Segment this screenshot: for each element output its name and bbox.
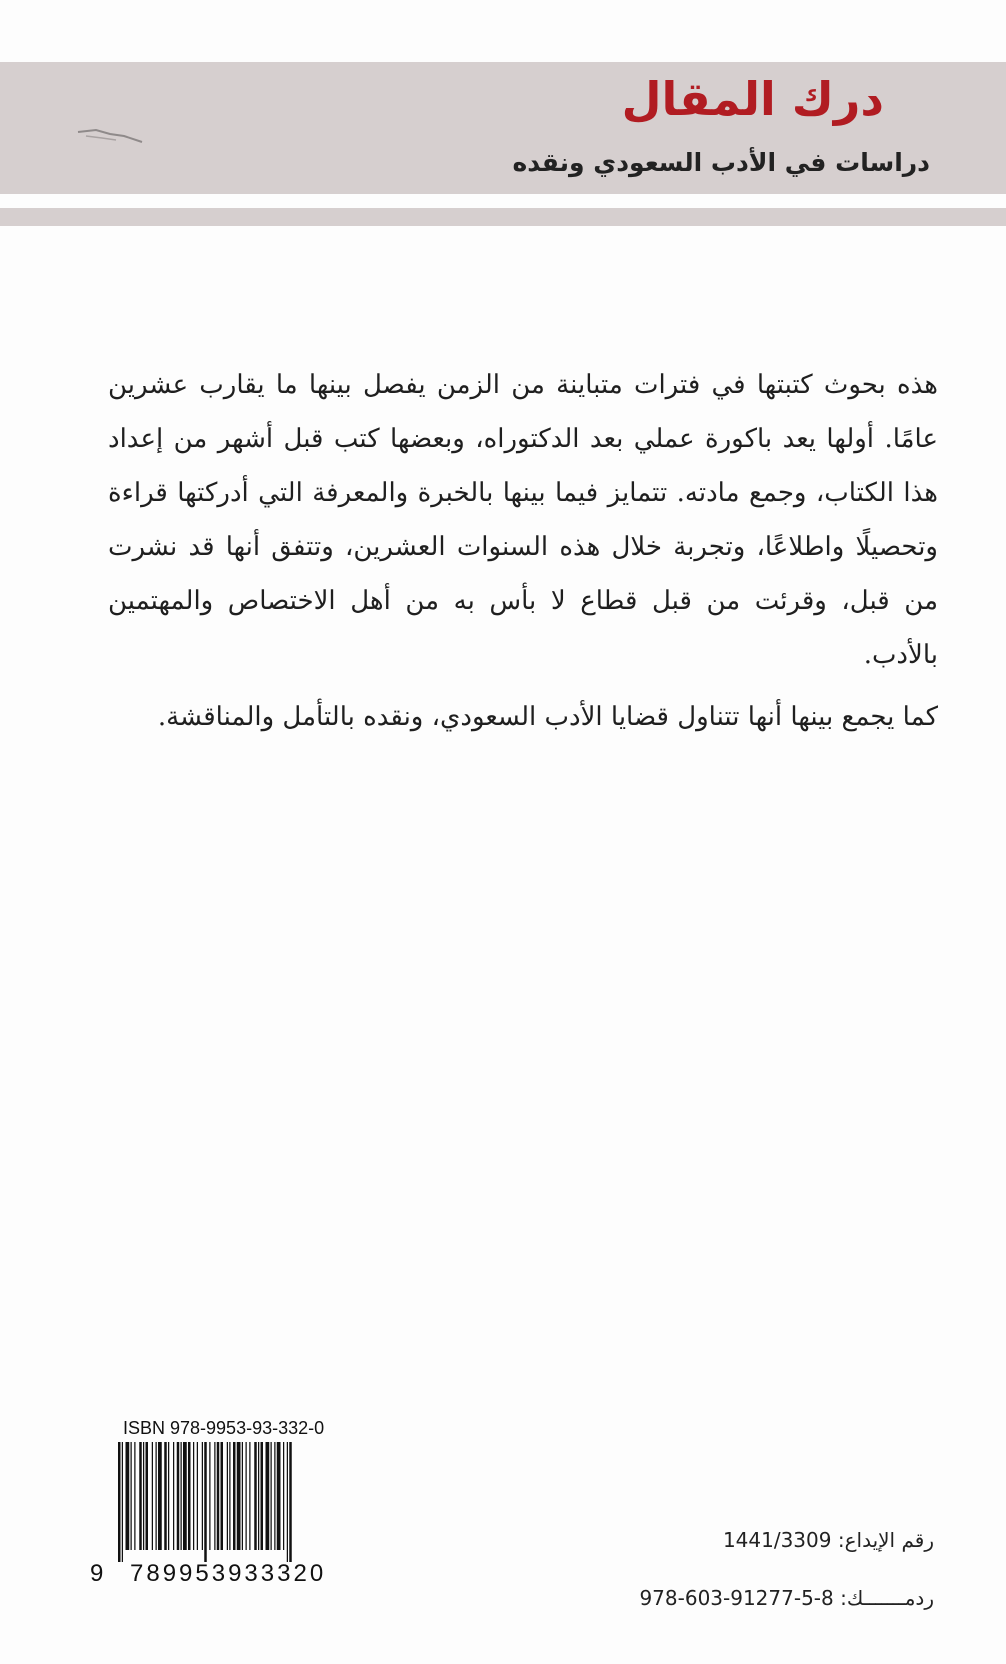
barcode-bar (118, 1442, 121, 1562)
barcode-bar (156, 1442, 157, 1550)
barcode-bar (274, 1442, 275, 1550)
book-title: درك المقال (621, 72, 884, 126)
barcode-bar (164, 1442, 167, 1550)
barcode-bar (258, 1442, 259, 1550)
barcode-bar (289, 1442, 292, 1562)
barcode-bar (227, 1442, 228, 1550)
barcode-isbn-label: ISBN 978-9953-93-332-0 (123, 1418, 325, 1438)
deposit-number (723, 1528, 934, 1552)
barcode-bar (122, 1442, 123, 1562)
blurb-paragraph-2: كما يجمع بينها أنها تتناول قضايا الأدب السعودي، ونقده بالتأمل والمناقشة. (157, 702, 938, 732)
barcode-image (118, 1442, 386, 1562)
barcode-bar (173, 1442, 174, 1550)
barcode-bar (214, 1442, 215, 1550)
barcode-bar (217, 1442, 220, 1550)
barcode-bar (229, 1442, 230, 1550)
barcode-bar (126, 1442, 130, 1550)
barcode-digits: 789953933320 (130, 1560, 327, 1587)
barcode-bar (202, 1442, 203, 1550)
barcode-bar (261, 1442, 264, 1550)
barcode-bar (209, 1442, 210, 1550)
barcode-bar (283, 1442, 284, 1550)
header-stripe (0, 208, 1006, 226)
isbn-ar-label: ردمـــــــك: (840, 1586, 934, 1610)
barcode-bar (181, 1442, 182, 1550)
barcode-bar (158, 1442, 162, 1550)
barcode-bar (177, 1442, 180, 1550)
barcode-bar (287, 1442, 288, 1562)
isbn-line (639, 1586, 934, 1610)
barcode-bar (277, 1442, 281, 1550)
barcode-bar (204, 1442, 207, 1562)
barcode-bar (237, 1442, 241, 1550)
barcode-bar (233, 1442, 236, 1550)
deposit-value: 1441/3309 (722, 1528, 832, 1552)
barcode-bar (246, 1442, 247, 1550)
barcode-bar (197, 1442, 198, 1550)
barcode-bar (266, 1442, 270, 1550)
barcode-bar (183, 1442, 187, 1550)
barcode-bar (146, 1442, 149, 1550)
barcode-bar (134, 1442, 135, 1550)
blurb (108, 358, 938, 752)
blurb-paragraph-1: هذه بحوث كتبتها في فترات متباينة من الزمن يفصل بينها ما يقارب عشرين عامًا. أولها يعد باكورة عملي بعد الدكتوراه، وبعضها كتب قبل أشهر من إعداد هذا الكتاب، وجمع مادته. تتمايز فيما بينها بالخبرة والمعرفة التي أدركتها قراءة وتحصيلًا واطلاعًا، وتجربة خلال هذه السنوات العشرين، وتتفق أنها قد نشرت من قبل، وقرئت من قبل قطاع لا بأس به من أهل الاختصاص والمهتمين بالأدب. (108, 370, 938, 670)
isbn-ar-value: 978-603-91277-5-8 (639, 1586, 834, 1610)
barcode-bar (242, 1442, 243, 1550)
barcode-lead-digit: 9 (90, 1560, 104, 1587)
barcode-bar (139, 1442, 142, 1550)
book-subtitle: دراسات في الأدب السعودي ونقده (512, 148, 930, 177)
barcode-bar (152, 1442, 153, 1550)
barcode-bar (193, 1442, 194, 1550)
barcode-bar (188, 1442, 191, 1550)
barcode-bar (271, 1442, 272, 1550)
barcode-bar (221, 1442, 224, 1550)
barcode-bar (143, 1442, 144, 1550)
barcode-bar (131, 1442, 132, 1550)
barcode-bar (168, 1442, 169, 1550)
deposit-label: رقم الإيداع: (837, 1528, 934, 1552)
barcode-bar (254, 1442, 257, 1550)
smudge-mark (76, 126, 146, 148)
barcode-bar (249, 1442, 250, 1550)
